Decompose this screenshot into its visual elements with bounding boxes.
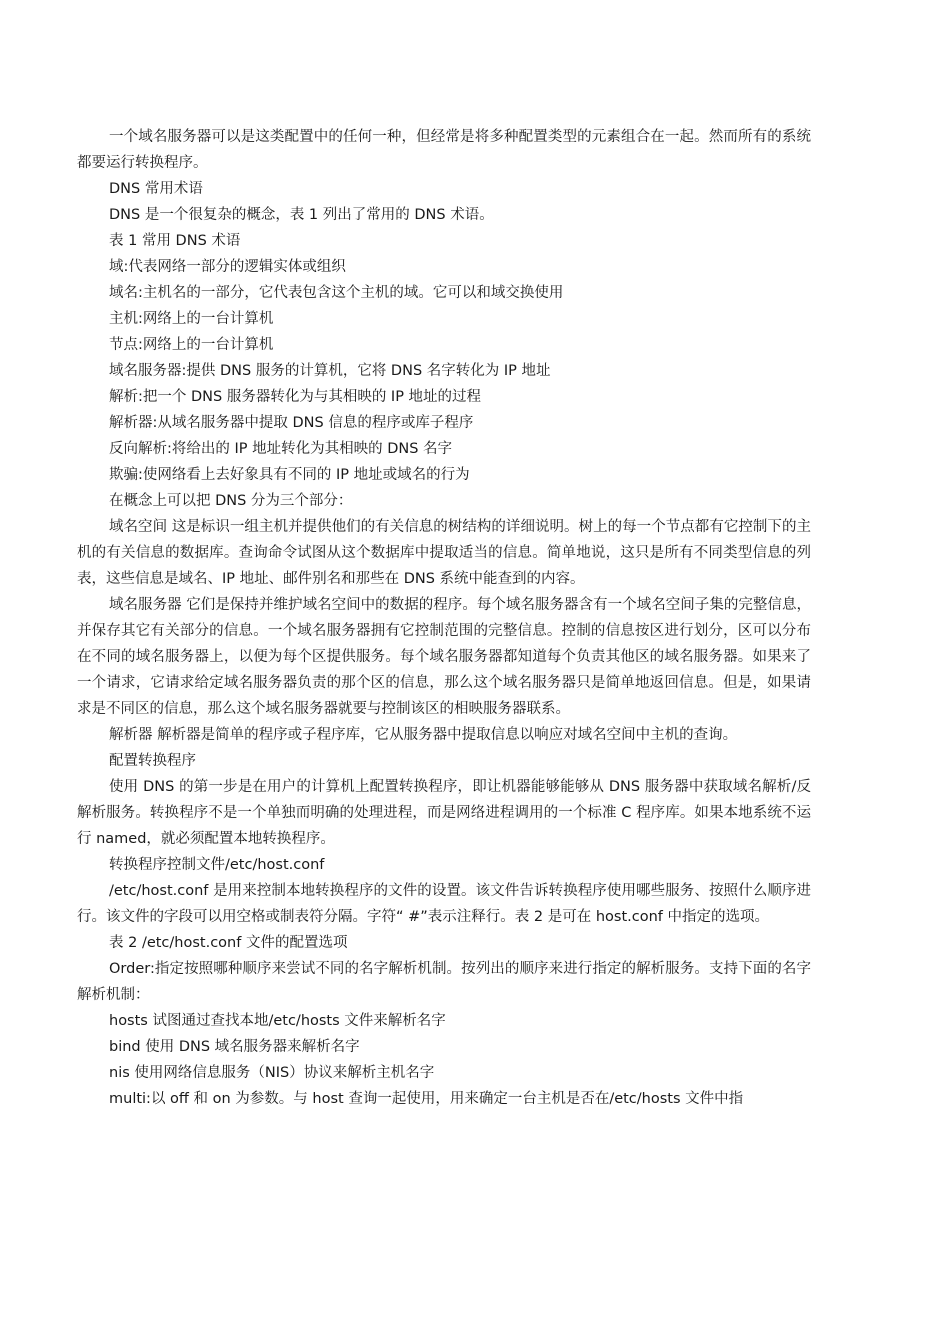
paragraph: 域名服务器 它们是保持并维护域名空间中的数据的程序。每个域名服务器含有一个域名空间子集的完整信息，并保存其它有关部分的信息。一个域名服务器拥有它控制范围的完整信息。控制的信息按区进行划分，区可以分布在不同的域名服务器上，以便为每个区提供服务。每个域名服务器都知道每个负责其他区的域名服务器。如果来了一个请求，它请求给定域名服务器负责的那个区的信息，那么这个域名服务器只是简单地返回信息。但是，如果请求是不同区的信息，那么这个域名服务器就要与控制该区的相映服务器联系。	[77, 597, 811, 717]
paragraph: DNS 是一个很复杂的概念，表 1 列出了常用的 DNS 术语。	[109, 207, 494, 223]
paragraph: /etc/host.conf 是用来控制本地转换程序的文件的设置。该文件告诉转换程序使用哪些服务、按照什么顺序进行。该文件的字段可以用空格或制表符分隔。字符“ #”表示注释行。表 2 是可在 host.conf 中指定的选项。	[77, 883, 811, 925]
option-entry: nis 使用网络信息服务（NIS）协议来解析主机名字	[109, 1065, 435, 1081]
document-page	[77, 124, 811, 1112]
section-heading: DNS 常用术语	[109, 181, 203, 197]
paragraph: 解析器 解析器是简单的程序或子程序库，它从服务器中提取信息以响应对域名空间中主机的查询。	[109, 727, 738, 743]
option-entry: Order:指定按照哪种顺序来尝试不同的名字解析机制。按列出的顺序来进行指定的解析服务。支持下面的名字解析机制：	[77, 961, 811, 1003]
option-entry: multi:以 off 和 on 为参数。与 host 查询一起使用，用来确定一台主机是否在/etc/hosts 文件中指	[109, 1091, 744, 1107]
term-entry: 域名服务器:提供 DNS 服务的计算机，它将 DNS 名字转化为 IP 地址	[109, 363, 551, 379]
paragraph: 域名空间 这是标识一组主机并提供他们的有关信息的树结构的详细说明。树上的每一个节点都有它控制下的主机的有关信息的数据库。查询命令试图从这个数据库中提取适当的信息。简单地说，这只是所有不同类型信息的列表，这些信息是域名、IP 地址、邮件别名和那些在 DNS 系统中能查到的内容。	[77, 519, 811, 587]
option-entry: bind 使用 DNS 域名服务器来解析名字	[109, 1039, 360, 1055]
table-caption: 表 2 /etc/host.conf 文件的配置选项	[109, 935, 348, 951]
section-heading: 转换程序控制文件/etc/host.conf	[109, 857, 325, 873]
paragraph: 使用 DNS 的第一步是在用户的计算机上配置转换程序，即让机器能够能够从 DNS 服务器中获取域名解析/反解析服务。转换程序不是一个单独而明确的处理进程，而是网络进程调用的一个标准 C 程序库。如果本地系统不运行 named，就必须配置本地转换程序。	[77, 779, 811, 847]
term-entry: 主机:网络上的一台计算机	[109, 311, 274, 327]
term-entry: 解析器:从域名服务器中提取 DNS 信息的程序或库子程序	[109, 415, 474, 431]
option-entry: hosts 试图通过查找本地/etc/hosts 文件来解析名字	[109, 1013, 446, 1029]
term-entry: 域名:主机名的一部分，它代表包含这个主机的域。它可以和域交换使用	[109, 285, 564, 301]
table-caption: 表 1 常用 DNS 术语	[109, 233, 241, 249]
paragraph: 在概念上可以把 DNS 分为三个部分：	[109, 493, 353, 509]
term-entry: 解析:把一个 DNS 服务器转化为与其相映的 IP 地址的过程	[109, 389, 482, 405]
term-entry: 域:代表网络一部分的逻辑实体或组织	[109, 259, 346, 275]
section-heading: 配置转换程序	[109, 753, 196, 769]
term-entry: 欺骗:使网络看上去好象具有不同的 IP 地址或域名的行为	[109, 467, 470, 483]
term-entry: 反向解析:将给出的 IP 地址转化为其相映的 DNS 名字	[109, 441, 453, 457]
term-entry: 节点:网络上的一台计算机	[109, 337, 274, 353]
paragraph: 一个域名服务器可以是这类配置中的任何一种，但经常是将多种配置类型的元素组合在一起。然而所有的系统都要运行转换程序。	[77, 129, 811, 171]
